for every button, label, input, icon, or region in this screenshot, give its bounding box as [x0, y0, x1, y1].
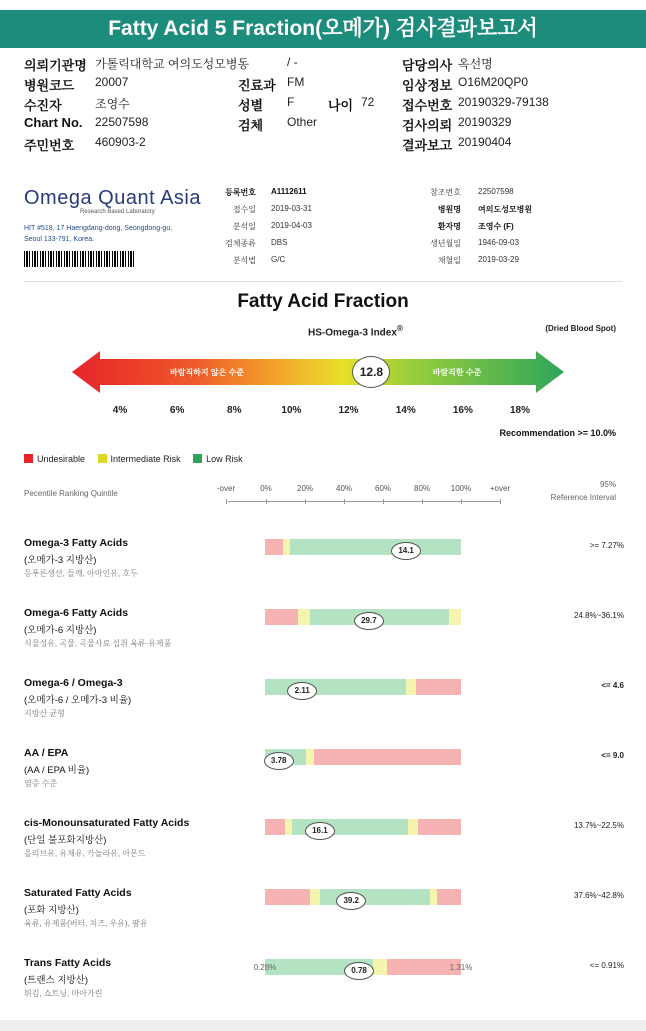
metric-value-marker: 29.7 — [354, 612, 384, 630]
bar-segment-yellow — [298, 609, 310, 625]
doctor-label: 담당의사 — [402, 58, 453, 73]
analyzed-label: 분석일 — [232, 222, 256, 231]
patient-value: 조영수 — [95, 97, 130, 111]
scale-right-label: 바람직한 수준 — [432, 368, 482, 377]
ref-no-label: 참조번호 — [430, 188, 461, 197]
lab-report — [8, 165, 638, 1020]
bar-segment-yellow — [406, 679, 416, 695]
omega3-index-marker: 12.8 — [352, 356, 390, 388]
metric-name: Omega-3 Fatty Acids — [24, 537, 129, 549]
metric-subname: (오메가-6 / 오메가-3 비율) — [24, 695, 132, 706]
metric-description: 튀김, 쇼트닝, 마아가린 — [24, 989, 103, 998]
axis-label: -over — [216, 484, 236, 493]
institution-slash: / - — [287, 55, 298, 69]
requested-value: 20190329 — [458, 115, 512, 129]
metric-subname: (단일 불포화지방산) — [24, 835, 107, 846]
specimen-label: 검체 — [238, 118, 264, 133]
metric-description: 육류, 유제품(버터, 치즈, 우유), 팜유 — [24, 919, 148, 928]
axis-label: 0% — [260, 484, 272, 493]
metric-name: Omega-6 Fatty Acids — [24, 607, 129, 619]
barcode — [24, 251, 136, 267]
specimen-value: Other — [287, 115, 318, 129]
patient-label: 수진자 — [24, 98, 62, 113]
bar-segment-red — [265, 539, 283, 555]
metric-name: Saturated Fatty Acids — [24, 887, 132, 899]
received-value: 2019-03-31 — [271, 204, 312, 213]
bar-segment-green — [290, 539, 461, 555]
axis-label: 60% — [374, 484, 392, 493]
sex-value: F — [287, 95, 295, 109]
percentile-axis-line — [228, 501, 500, 502]
omega3-index-scale — [72, 351, 564, 393]
metric-value-marker: 0.78 — [344, 962, 374, 980]
divider — [24, 281, 622, 282]
lab-logo-sub: Research Based Laboratory — [80, 209, 155, 215]
scale-tick: 14% — [395, 405, 416, 416]
age-value: 72 — [361, 95, 375, 109]
method-label: 분석법 — [232, 256, 256, 265]
bar-segment-red — [265, 609, 298, 625]
axis-tick — [226, 499, 227, 504]
bar-segment-red — [437, 889, 461, 905]
ref-interval-2: Reference Interval — [550, 493, 616, 502]
hospital-code-value: 20007 — [95, 75, 129, 89]
report-title: Fatty Acid 5 Fraction(오메가) 검사결과보고서 — [0, 10, 646, 48]
age-label: 나이 — [328, 98, 354, 113]
metric-subname: (AA / EPA 비율) — [24, 765, 90, 776]
doctor-value: 옥선명 — [458, 57, 493, 71]
scale-tick: 16% — [452, 405, 473, 416]
dob-label: 생년월일 — [430, 239, 461, 248]
sample-type-label: 검체종류 — [225, 239, 256, 248]
metric-value-marker: 16.1 — [305, 822, 335, 840]
dept-value: FM — [287, 75, 305, 89]
reg-label: 등록번호 — [225, 188, 256, 197]
legend-intermediate: Intermediate Risk — [98, 454, 181, 464]
hospital-value: 여의도성모병원 — [478, 205, 533, 214]
metric-bar — [265, 749, 461, 765]
sex-label: 성별 — [238, 98, 264, 113]
bar-segment-yellow — [306, 749, 314, 765]
axis-tick — [500, 499, 501, 504]
metric-bar — [265, 819, 461, 835]
reg-value: A1112611 — [271, 187, 307, 196]
metric-bar — [265, 539, 461, 555]
ref-no-value: 22507598 — [478, 187, 514, 196]
trans-max: 1.31% — [449, 963, 473, 972]
metric-reference: 13.7%~22.5% — [573, 821, 624, 830]
metric-description: 염증 수준 — [24, 779, 58, 788]
bar-segment-green — [265, 679, 406, 695]
legend — [24, 454, 253, 464]
metric-reference: <= 9.0 — [601, 751, 624, 760]
metric-subname: (오메가-3 지방산) — [24, 555, 97, 566]
metric-reference: 37.6%~42.8% — [573, 891, 624, 900]
institution-label: 의뢰기관명 — [24, 58, 87, 73]
collected-label: 채혈일 — [437, 256, 461, 265]
receipt-value: 20190329-79138 — [458, 95, 549, 109]
chart-label: Chart No. — [24, 115, 83, 130]
bar-segment-yellow — [430, 889, 438, 905]
axis-label: 100% — [450, 484, 472, 493]
institution-value: 가톨릭대학교 여의도성모병동 — [95, 57, 250, 71]
bar-segment-red — [416, 679, 461, 695]
patient-info — [0, 55, 646, 155]
hospital-code-label: 병원코드 — [24, 78, 75, 93]
lab-address: HIT #518, 17 Haengdang-dong, Seongdong-gu, Seoul 133-791, Korea. — [24, 225, 173, 243]
bar-segment-red — [265, 819, 285, 835]
trans-min: 0.28% — [253, 963, 277, 972]
scale-left-label: 바람직하지 않은 수준 — [170, 368, 244, 377]
bar-segment-yellow — [310, 889, 320, 905]
percentile-heading: Pecentile Ranking Quintile — [24, 489, 118, 498]
page-bottom-strip — [0, 1020, 646, 1031]
clinical-label: 임상정보 — [402, 78, 453, 93]
metric-name: AA / EPA — [24, 747, 69, 759]
analyzed-value: 2019-04-03 — [271, 221, 312, 230]
recommendation: Recommendation >= 10.0% — [499, 428, 616, 438]
ref-interval-1: 95% — [599, 480, 616, 489]
clinical-value: O16M20QP0 — [458, 75, 529, 89]
hospital-label: 병원명 — [437, 205, 461, 214]
axis-label: 40% — [335, 484, 353, 493]
metric-subname: (포화 지방산) — [24, 905, 79, 916]
axis-label: 20% — [296, 484, 314, 493]
dob-value: 1946-09-03 — [478, 238, 519, 247]
received-label: 접수일 — [232, 205, 256, 214]
receipt-label: 접수번호 — [402, 98, 453, 113]
bar-segment-yellow — [408, 819, 418, 835]
section-title: Fatty Acid Fraction — [237, 291, 409, 312]
axis-label: 80% — [413, 484, 431, 493]
requested-label: 검사의뢰 — [402, 118, 453, 133]
metric-name: Omega-6 / Omega-3 — [24, 677, 123, 689]
method-value: G/C — [271, 255, 286, 264]
scale-tick: 18% — [509, 405, 531, 416]
bar-segment-red — [314, 749, 461, 765]
metric-description: 등푸른생선, 들깨, 아마인유, 호두 — [24, 569, 138, 578]
patient-name-value: 조영수 (F) — [478, 222, 514, 231]
metric-subname: (오메가-6 지방산) — [24, 625, 97, 636]
scale-tick: 4% — [112, 405, 128, 416]
metric-value-marker: 2.11 — [287, 682, 317, 700]
dried-blood-spot: (Dried Blood Spot) — [545, 324, 616, 333]
lab-logo: Omega Quant Asia — [24, 187, 201, 209]
legend-undesirable: Undesirable — [24, 454, 85, 464]
metric-subname: (트랜스 지방산) — [24, 975, 89, 986]
id-label: 주민번호 — [24, 138, 75, 153]
metric-reference: >= 7.27% — [589, 541, 624, 550]
hs-index-label: HS-Omega-3 Index® — [308, 323, 404, 339]
scale-tick: 6% — [169, 405, 185, 416]
bar-segment-yellow — [285, 819, 293, 835]
bar-segment-yellow — [449, 609, 461, 625]
axis-label: +over — [489, 484, 511, 493]
collected-value: 2019-03-29 — [478, 255, 519, 264]
metric-description: 식물성유, 곡물, 곡물사료 섭취 육류·유제품 — [24, 639, 172, 648]
bar-segment-red — [265, 889, 310, 905]
metric-reference: 24.8%~36.1% — [573, 611, 624, 620]
chart-value: 22507598 — [95, 115, 149, 129]
bar-segment-yellow — [283, 539, 291, 555]
scale-tick: 10% — [281, 405, 302, 416]
scale-tick: 8% — [227, 405, 242, 416]
patient-name-label: 환자명 — [437, 222, 461, 231]
metric-reference: <= 4.6 — [601, 681, 624, 690]
reported-value: 20190404 — [458, 135, 512, 149]
sample-type-value: DBS — [271, 238, 288, 247]
bar-segment-yellow — [373, 959, 387, 975]
id-value: 460903-2 — [95, 135, 146, 149]
metric-value-marker: 39.2 — [336, 892, 366, 910]
metric-description: 올리브유, 유채유, 카놀라유, 아몬드 — [24, 849, 146, 858]
metric-description: 지방산 균형 — [24, 709, 65, 718]
bar-segment-red — [418, 819, 461, 835]
metric-value-marker: 14.1 — [391, 542, 421, 560]
metric-name: Trans Fatty Acids — [24, 957, 112, 969]
metric-value-marker: 3.78 — [264, 752, 294, 770]
scale-tick: 12% — [338, 405, 359, 416]
metric-name: cis-Monounsaturated Fatty Acids — [24, 817, 190, 829]
legend-low-risk: Low Risk — [193, 454, 243, 464]
reported-label: 결과보고 — [402, 138, 453, 153]
dept-label: 진료과 — [238, 78, 276, 93]
metric-reference: <= 0.91% — [589, 961, 624, 970]
